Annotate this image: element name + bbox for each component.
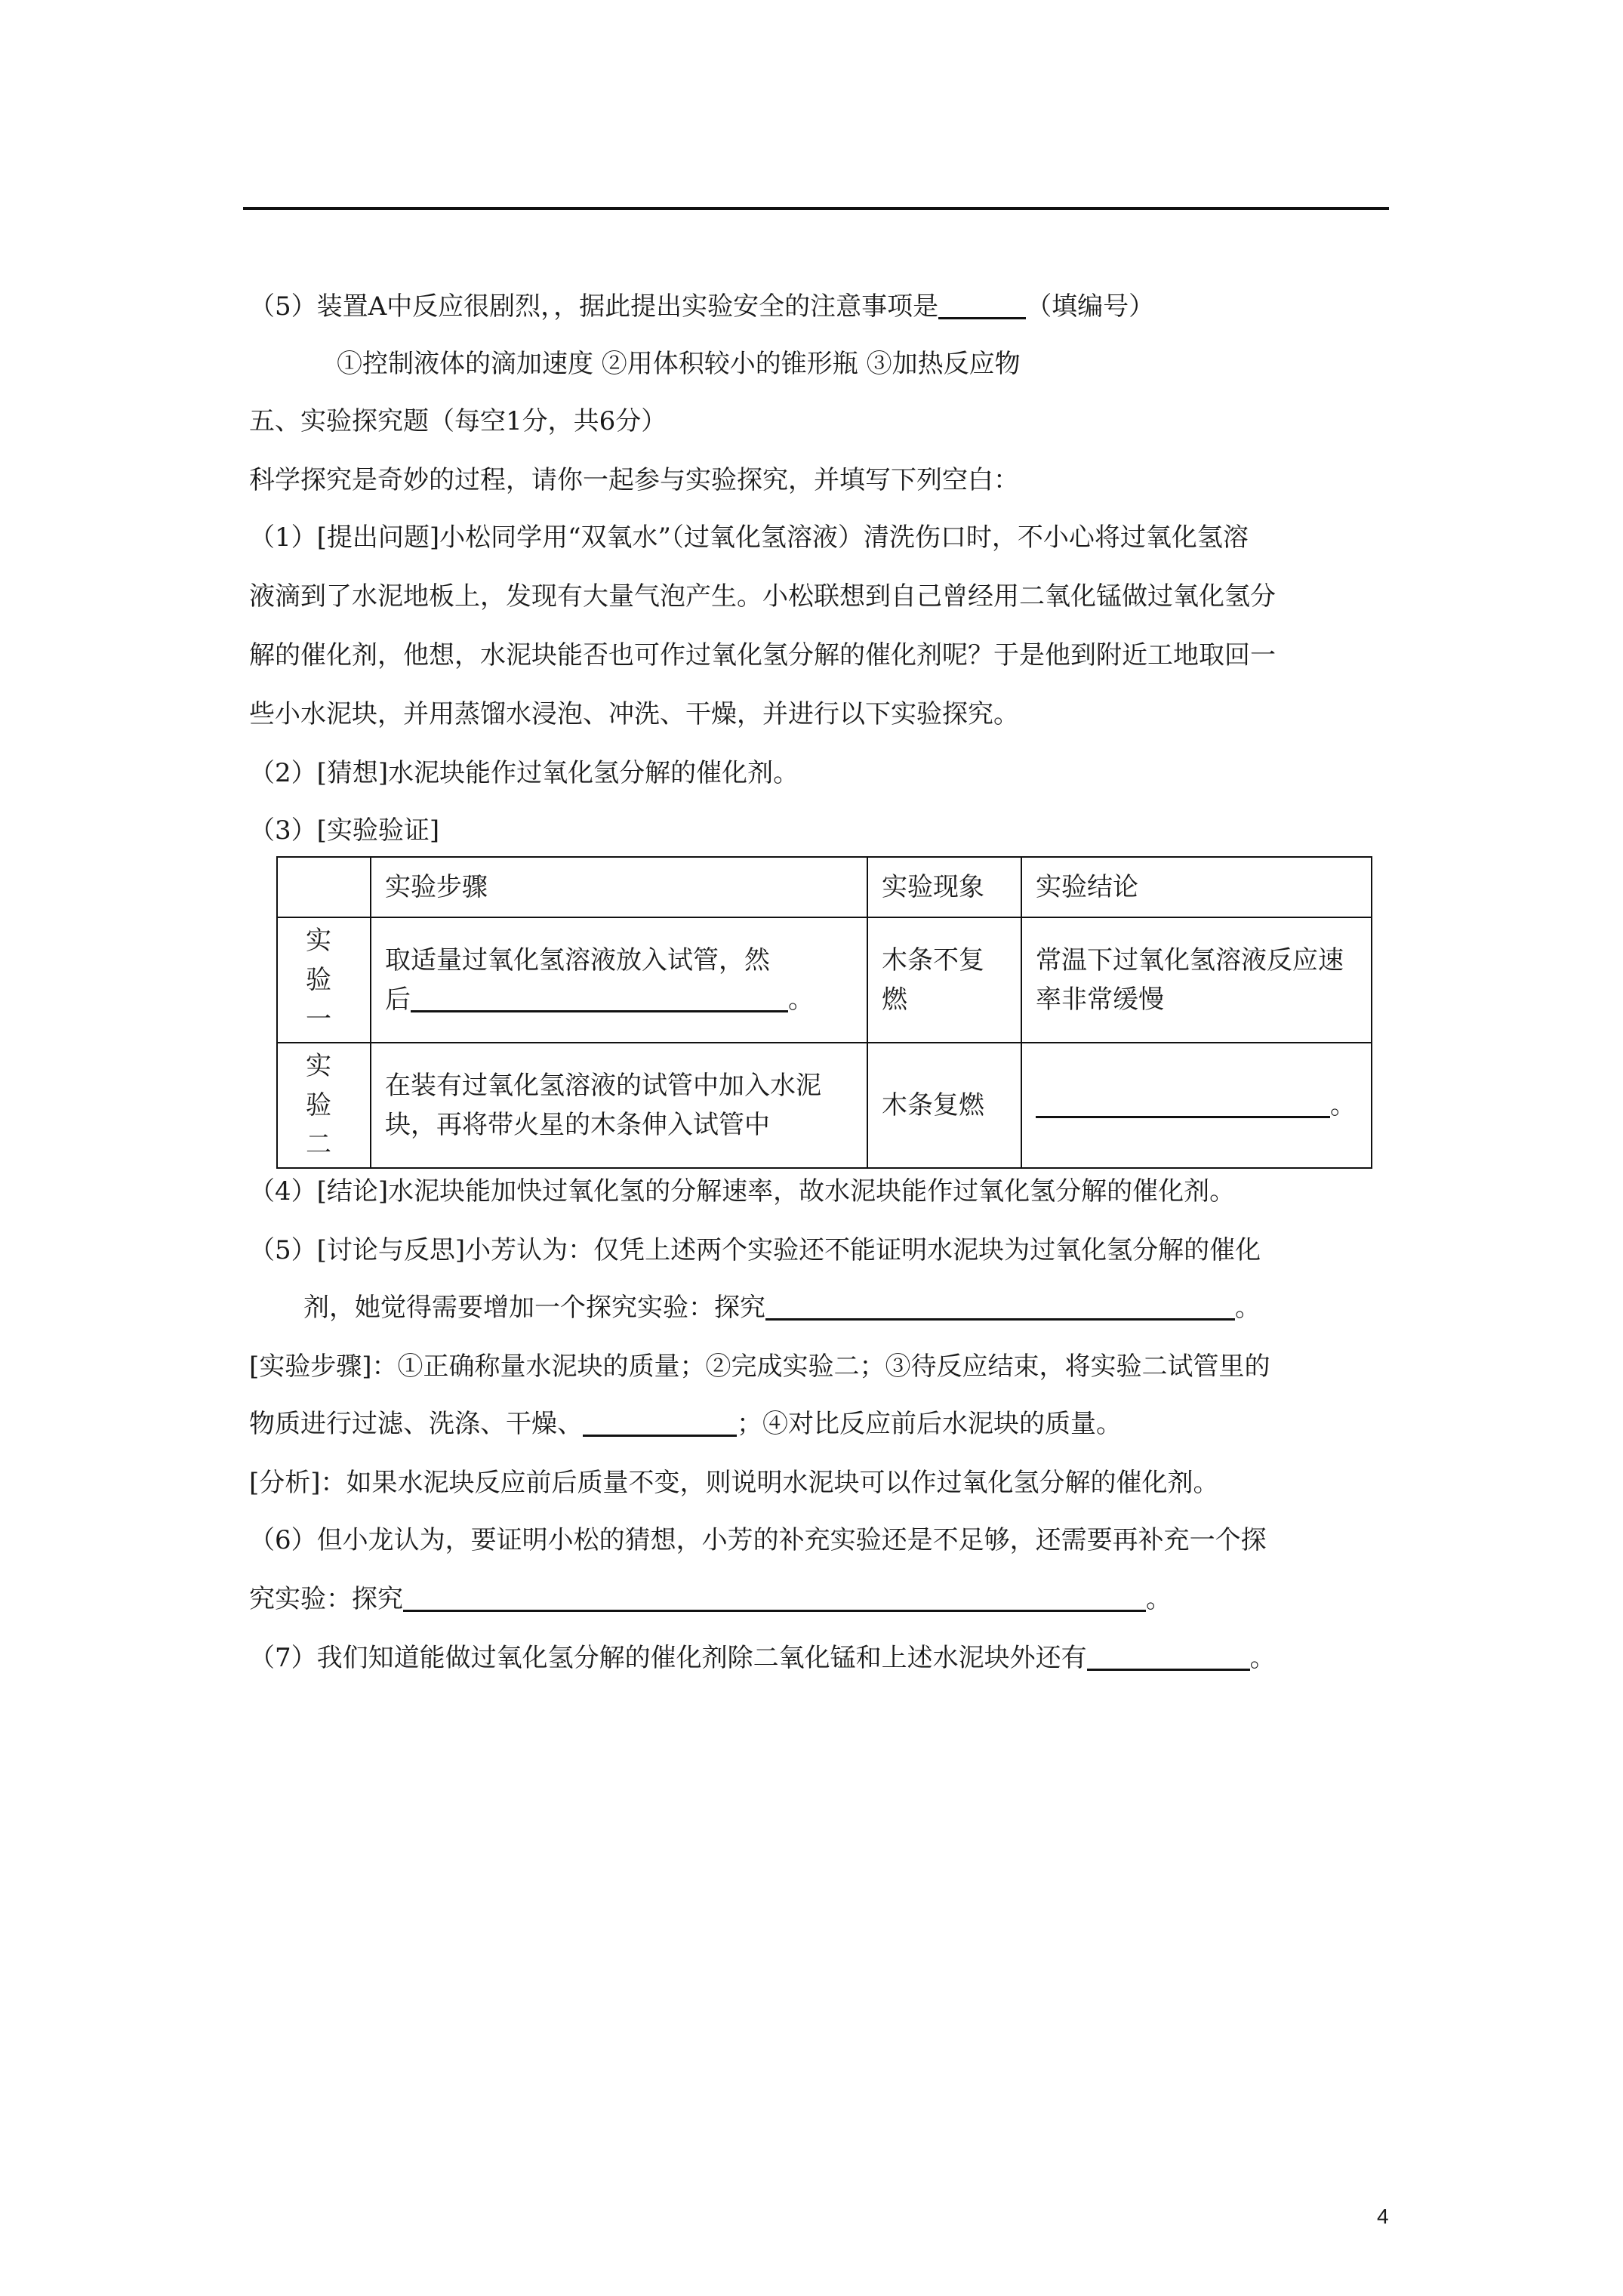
page-number: 4 [1377,2205,1389,2228]
table-header-phenomenon: 实验现象 [867,857,1021,917]
p2-text: （2）[猜想]水泥块能作过氧化氢分解的催化剂。 [249,758,799,788]
row-phenomenon: 木条复燃 [867,1043,1021,1168]
p1-line-1: （1）[提出问题]小松同学用“双氧水”（过氧化氢溶液）清洗伤口时，不小心将过氧化氢溶 [249,522,1249,553]
row-label: 实验一 [277,917,371,1043]
p6-line-1: （6）但小龙认为，要证明小松的猜想，小芳的补充实验还是不足够，还需要再补充一个探 [249,1525,1267,1555]
p5-line-2: 剂，她觉得需要增加一个探究实验：探究 。 [303,1293,1261,1323]
row-phenomenon: 木条不复燃 [867,917,1021,1043]
table-row [277,917,1372,1043]
answer-blank[interactable] [411,985,788,1012]
table-header-steps: 实验步骤 [371,857,867,917]
table-row [277,1043,1372,1168]
answer-blank[interactable] [403,1584,1146,1612]
q5-options: ①控制液体的滴加速度 ②用体积较小的锥形瓶 ③加热反应物 [337,349,1021,379]
answer-blank[interactable] [765,1293,1235,1321]
p3-text: （3）[实验验证] [249,815,440,846]
row-step: 在装有过氧化氢溶液的试管中加入水泥块，再将带火星的木条伸入试管中 [371,1043,867,1168]
q5-top-line: （5）装置A中反应很剧烈，，据此提出实验安全的注意事项是 （填编号） [249,291,1155,322]
row-step: 取适量过氧化氢溶液放入试管，然 后 。 [371,917,867,1043]
answer-blank[interactable] [1036,1090,1330,1118]
experiment-table [276,856,1372,1169]
table-header-conclusion: 实验结论 [1021,857,1372,917]
intro-text: 科学探究是奇妙的过程，请你一起参与实验探究，并填写下列空白： [249,465,1019,495]
answer-blank[interactable] [938,291,1026,319]
header-rule [243,207,1389,210]
p6-line-2: 究实验：探究 。 [249,1584,1172,1614]
p5-line-1: （5）[讨论与反思]小芳认为：仅凭上述两个实验还不能证明水泥块为过氧化氢分解的催化 [249,1235,1261,1265]
steps-line-2: 物质进行过滤、洗涤、干燥、 ；④对比反应前后水泥块的质量。 [249,1409,1122,1439]
section-title: 五、实验探究题（每空1分，共6分） [249,406,667,436]
p1-line-2: 液滴到了水泥地板上，发现有大量气泡产生。小松联想到自己曾经用二氧化锰做过氧化氢分 [249,581,1276,612]
analysis-text: [分析]：如果水泥块反应前后质量不变，则说明水泥块可以作过氧化氢分解的催化剂。 [249,1468,1219,1498]
answer-blank[interactable] [583,1409,737,1437]
table-header-row [277,857,1372,917]
p4-text: （4）[结论]水泥块能加快过氧化氢的分解速率，故水泥块能作过氧化氢分解的催化剂。 [249,1176,1236,1207]
row-conclusion: 。 [1021,1043,1372,1168]
p7-text: （7）我们知道能做过氧化氢分解的催化剂除二氧化锰和上述水泥块外还有 。 [249,1643,1276,1673]
row-label: 实验二 [277,1043,371,1168]
table-header-empty [277,857,371,917]
row-conclusion: 常温下过氧化氢溶液反应速率非常缓慢 [1021,917,1372,1043]
steps-line-1: [实验步骤]：①正确称量水泥块的质量；②完成实验二；③待反应结束，将实验二试管里的 [249,1351,1270,1382]
p1-line-4: 些小水泥块，并用蒸馏水浸泡、冲洗、干燥，并进行以下实验探究。 [249,699,1019,729]
answer-blank[interactable] [1087,1643,1250,1671]
p1-line-3: 解的催化剂，他想，水泥块能否也可作过氧化氢分解的催化剂呢？于是他到附近工地取回一 [249,640,1276,670]
